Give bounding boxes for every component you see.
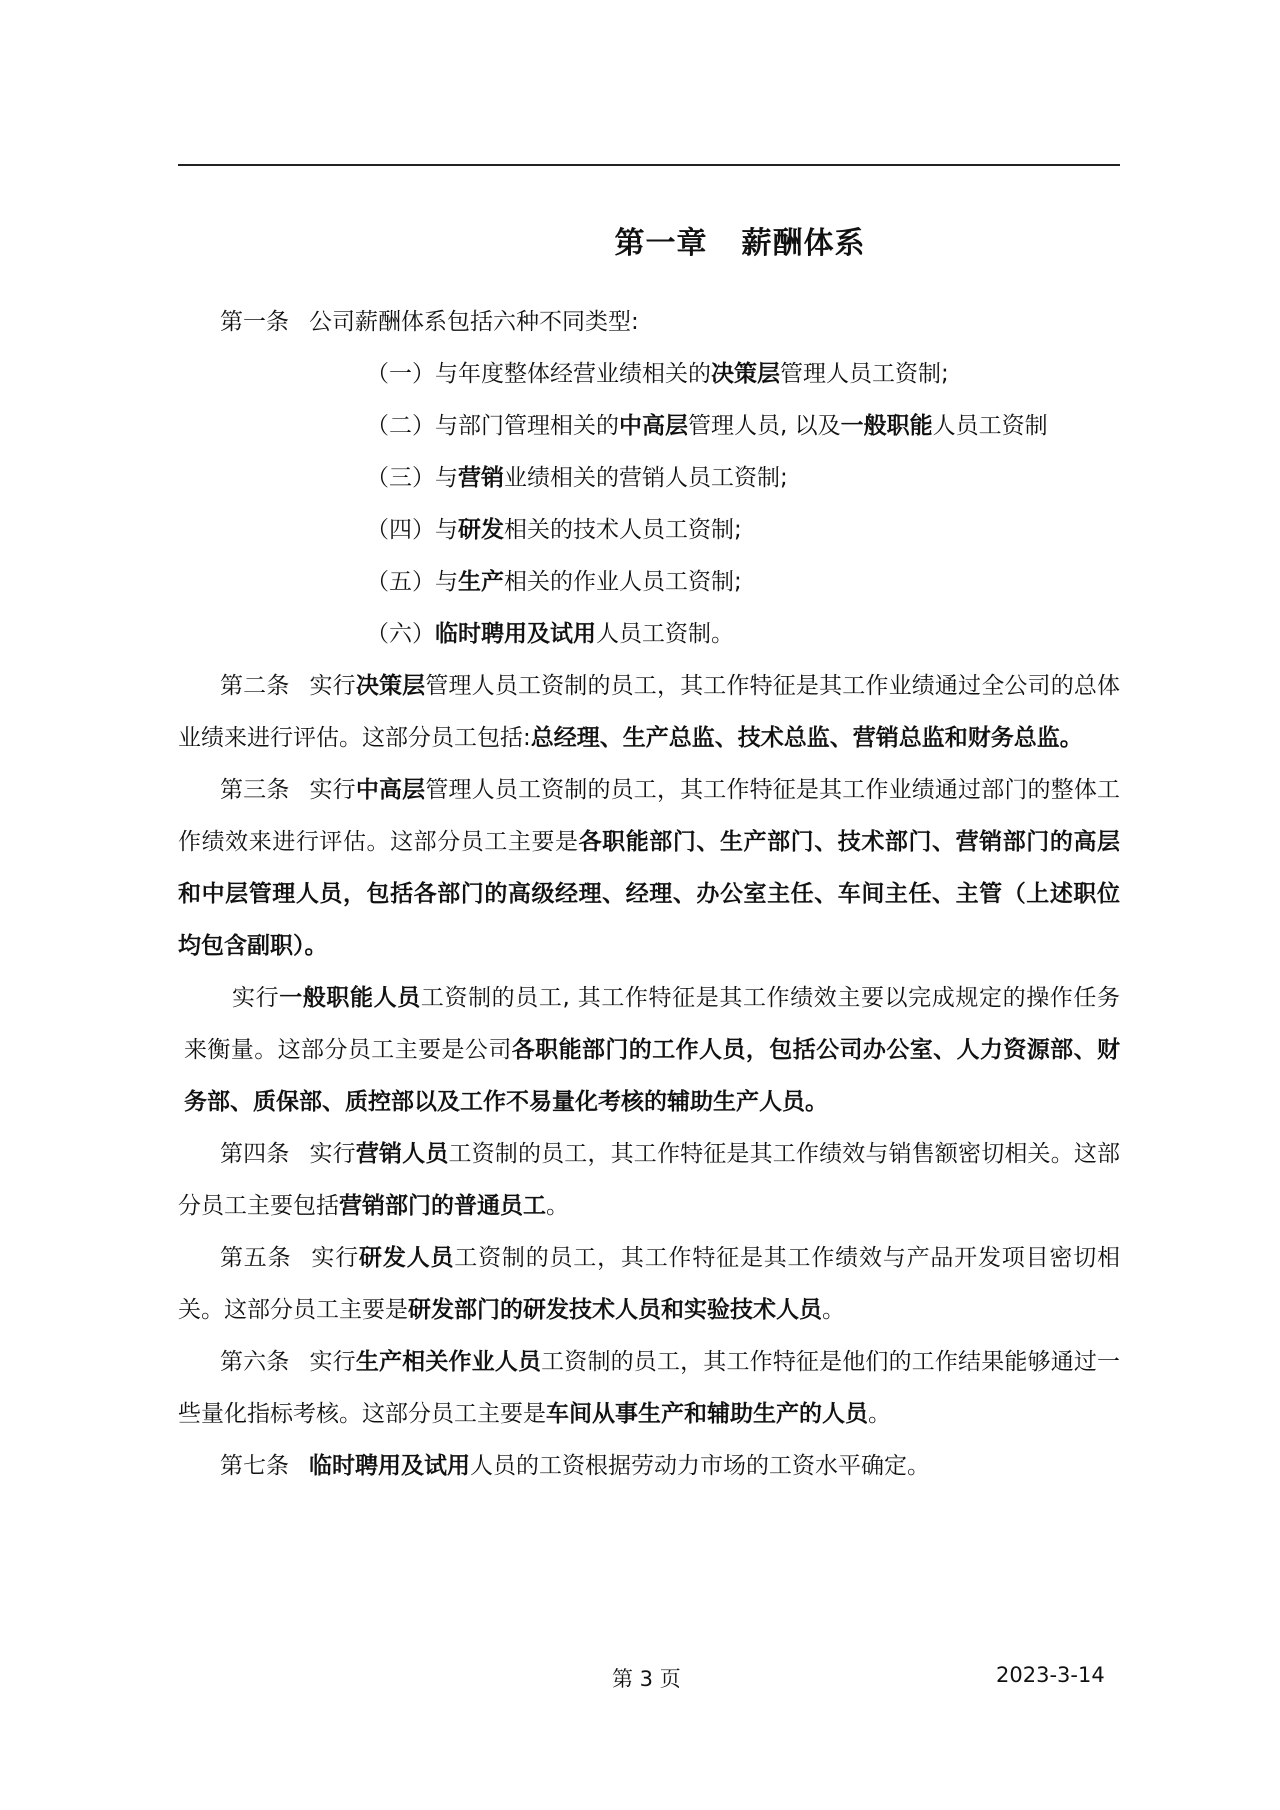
list-item: （五）与生产相关的作业人员工资制; (366, 569, 742, 595)
article-5: 第五条 实行研发人员工资制的员工，其工作特征是其工作绩效与产品开发项目密切相关。这部分员工主要是研发部门的研发技术人员和实验技术人员。 (178, 1245, 1121, 1323)
article-7: 第七条 临时聘用及试用人员的工资根据劳动力市场的工资水平确定。 (220, 1453, 930, 1479)
page-number: 第 3 页 (612, 1667, 681, 1691)
list-item: （六）临时聘用及试用人员工资制。 (366, 621, 734, 647)
article-1: 第一条 公司薪酬体系包括六种不同类型: (220, 309, 639, 335)
article-6: 第六条 实行生产相关作业人员工资制的员工，其工作特征是他们的工作结果能够通过一些量化指标考核。这部分员工主要是车间从事生产和辅助生产的人员。 (178, 1349, 1121, 1427)
footer-date: 2023-3-14 (996, 1663, 1105, 1687)
chapter-title (0, 218, 1280, 262)
article-label: 第四条 (220, 1141, 290, 1167)
document-body (178, 296, 1120, 1492)
article-label: 第五条 (220, 1245, 292, 1271)
article-label: 第二条 (220, 673, 290, 699)
list-item: （二）与部门管理相关的中高层管理人员, 以及一般职能人员工资制 (366, 413, 1048, 439)
article-label: 第六条 (220, 1349, 290, 1375)
article-3-continuation: 实行一般职能人员工资制的员工, 其工作特征是其工作绩效主要以完成规定的操作任务来衡量。这部分员工主要是公司各职能部门的工作人员，包括公司办公室、人力资源部、财务部、质保部、质控部以及工作不易量化考核的辅助生产人员。 (184, 985, 1121, 1115)
list-item: （四）与研发相关的技术人员工资制; (366, 517, 742, 543)
article-label: 第一条 (220, 309, 289, 335)
header-rule (178, 164, 1120, 166)
list-item: （三）与营销业绩相关的营销人员工资制; (366, 465, 788, 491)
chapter-number: 第一章 (614, 226, 708, 261)
list-item: （一）与年度整体经营业绩相关的决策层管理人员工资制; (366, 361, 949, 387)
article-2: 第二条 实行决策层管理人员工资制的员工，其工作特征是其工作业绩通过全公司的总体业绩来进行评估。这部分员工包括:总经理、生产总监、技术总监、营销总监和财务总监。 (178, 673, 1121, 751)
article-label: 第三条 (220, 777, 290, 803)
article-3: 第三条 实行中高层管理人员工资制的员工，其工作特征是其工作业绩通过部门的整体工作绩效来进行评估。这部分员工主要是各职能部门、生产部门、技术部门、营销部门的高层和中层管理人员，包括各部门的高级经理、经理、办公室主任、车间主任、主管（上述职位均包含副职）。 (178, 777, 1121, 959)
article-label: 第七条 (220, 1453, 289, 1479)
chapter-name: 薪酬体系 (741, 226, 866, 261)
article-4: 第四条 实行营销人员工资制的员工，其工作特征是其工作绩效与销售额密切相关。这部分员工主要包括营销部门的普通员工。 (178, 1141, 1121, 1219)
